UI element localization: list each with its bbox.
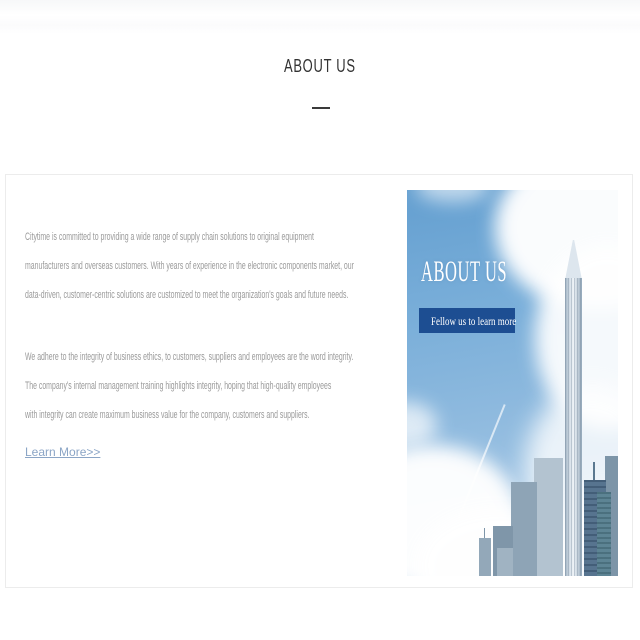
antenna <box>593 462 595 480</box>
about-promo-image <box>407 190 618 576</box>
title-divider <box>312 107 330 109</box>
paragraph-line: with integrity can create maximum business value for the company, customers and suppliers. <box>25 409 310 421</box>
paragraph-line: We adhere to the integrity of business ethics, to customers, suppliers and employees are the word integrity. <box>25 351 354 363</box>
section-header <box>0 55 640 77</box>
top-section-fade <box>0 0 640 34</box>
building <box>511 482 537 576</box>
building <box>479 538 491 576</box>
page-title: ABOUT US <box>284 56 356 76</box>
skyscraper-tower <box>565 278 582 576</box>
paragraph-line: Citytime is committed to providing a wide range of supply chain solutions to original equipment <box>25 231 314 243</box>
cloud-shape <box>415 190 490 202</box>
paragraph-line: manufacturers and overseas customers. With years of experience in the electronic components market, our <box>25 260 354 272</box>
about-paragraph-1 <box>25 223 354 310</box>
building <box>497 548 513 576</box>
antenna <box>484 528 485 538</box>
promo-caption-banner <box>419 308 515 333</box>
cloud-shape <box>407 402 437 448</box>
building <box>597 492 611 576</box>
promo-caption-text: Fellow us to learn more <box>431 316 517 328</box>
paragraph-line: The company's internal management training highlights integrity, hoping that high-quality employees <box>25 380 332 392</box>
about-paragraph-2 <box>25 343 353 430</box>
about-card <box>5 174 633 588</box>
learn-more-link[interactable]: Learn More>> <box>25 445 101 459</box>
paragraph-line: data-driven, customer-centric solutions are customized to meet the organization's goals and future needs. <box>25 289 349 301</box>
building <box>534 458 563 576</box>
promo-title: ABOUT US <box>421 255 508 288</box>
